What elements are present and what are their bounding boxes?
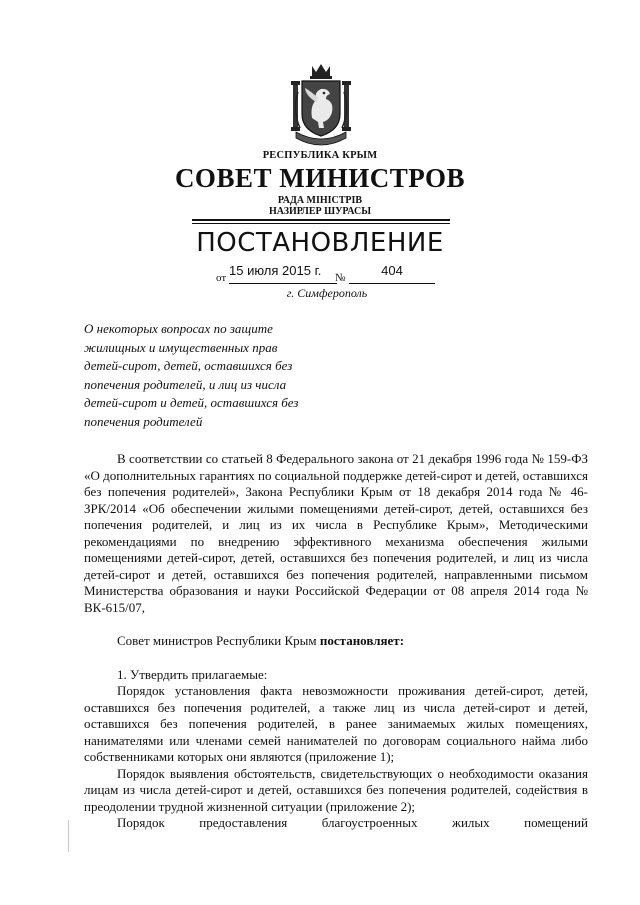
item-1-paragraph: 1. Утвердить прилагаемые: <box>117 666 268 682</box>
header-divider-thick <box>192 219 450 221</box>
document-date: 15 июля 2015 г. <box>229 263 322 278</box>
document-number: 404 <box>381 263 403 278</box>
procedure-1-paragraph: Порядок установления факта невозможности проживания детей-сирот, детей, оставшихся без попечения родителей, а также лиц из числа детей-сирот и детей, оставшихся без попечения родителей, в ранее занимаемых жилых помещениях, нанимателями или членами семей нанимателей по договорам социального найма либо собственниками которых они являются (приложение 1); <box>84 683 588 764</box>
republic-name: РЕСПУБЛИКА КРЫМ <box>262 150 378 161</box>
procedure-2-paragraph: Порядок выявления обстоятельств, свидетельствующих о необходимости оказания лицам из числа детей-сирот и детей, оставшихся без попечения родителей, содействия в преодолении трудной жизненной ситуации (приложение 2); <box>84 765 588 814</box>
scan-margin-mark <box>68 820 69 852</box>
subject-line: детей-сирот, детей, оставшихся без <box>84 358 293 373</box>
subject-line: попечения родителей, и лиц из числа <box>84 376 287 392</box>
tail-word: предоставления <box>199 815 288 830</box>
tail-word: благоустроенных <box>321 815 418 830</box>
resolution-verb: постановляет: <box>319 633 405 648</box>
tail-word: жилых <box>451 815 490 830</box>
council-title-crimean-tatar: НАЗИРЛЕР ШУРАСЫ <box>268 206 372 217</box>
document-body <box>84 451 588 832</box>
subject-line: попечения родителей <box>84 413 203 429</box>
preamble-paragraph: В соответствии со статьей 8 Федерального закона от 21 декабря 1996 года № 159-ФЗ «О дополнительных гарантиях по социальной поддержке детей-сирот и детей, оставшихся без попечения родителей», Закона Республики Крым от 18 декабря 2014 года № 46-ЗРК/2014 «Об обеспечении жилыми помещениями детей-сирот, детей, оставшихся без попечения родителей, и лиц из их числа в Республике Крым», Методическими рекомендациями по внедрению эффективного механизма обеспечения жилыми помещениями детей-сирот, детей, оставшихся без попечения родителей, и лиц из числа детей-сирот и детей, оставшихся без попечения родителей, направленными письмом Министерства образования и науки Российской Федерации от 08 апреля 2014 года № ВК-615/07, <box>84 451 588 615</box>
number-underline <box>349 283 435 284</box>
date-underline <box>229 283 337 284</box>
number-prefix: № <box>335 272 346 284</box>
resolution-paragraph <box>84 633 588 650</box>
date-prefix: от <box>216 272 227 284</box>
document-type-title: ПОСТАНОВЛЕНИЕ <box>196 228 444 258</box>
council-title: СОВЕТ МИНИСТРОВ <box>174 163 466 193</box>
document-city: г. Симферополь <box>286 286 368 300</box>
coat-of-arms-emblem-icon <box>290 62 352 148</box>
tail-word: помещений <box>524 815 588 830</box>
tail-word: Порядок <box>117 815 165 830</box>
subject-line: О некоторых вопросах по защите <box>84 321 273 336</box>
subject-line: детей-сирот и детей, оставшихся без <box>84 395 299 410</box>
subject-line: жилищных и имущественных прав <box>84 339 278 355</box>
council-title-ukrainian: РАДА МІНІСТРІВ <box>277 195 363 206</box>
resolution-text: Совет министров Республики Крым <box>117 633 320 648</box>
procedure-3-paragraph-start <box>84 815 588 832</box>
document-subject <box>84 320 334 431</box>
header-divider-thin <box>192 223 450 224</box>
